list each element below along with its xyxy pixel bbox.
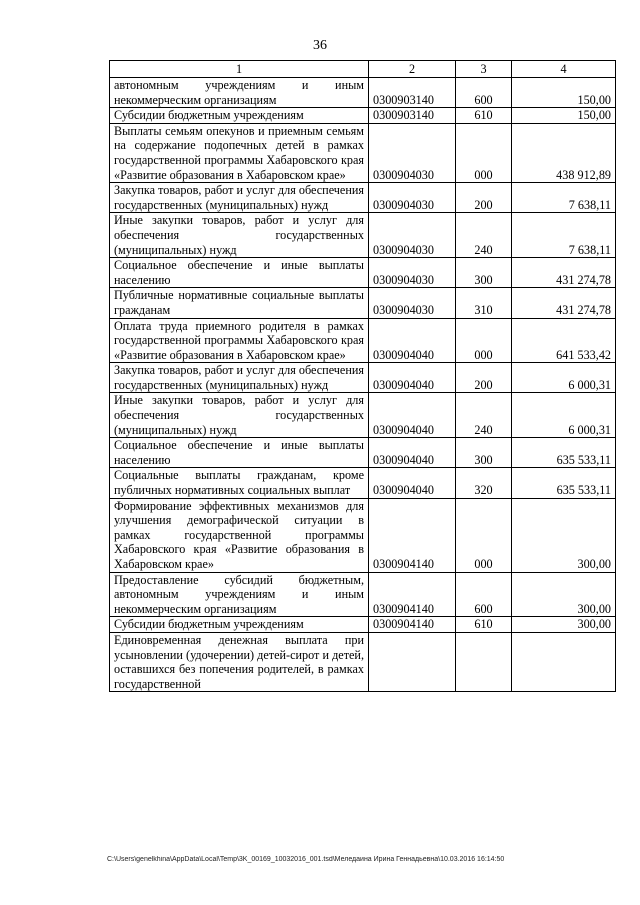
row-amount: 150,00	[512, 108, 616, 124]
row-expense-type: 240	[456, 213, 512, 258]
row-amount	[512, 632, 616, 691]
table-row	[110, 393, 616, 438]
row-expense-type: 000	[456, 318, 512, 363]
row-description: Социальное обеспечение и иные выплаты населению	[110, 438, 369, 468]
row-description: Субсидии бюджетным учреждениям	[110, 617, 369, 633]
row-amount: 641 533,42	[512, 318, 616, 363]
table-row	[110, 318, 616, 363]
row-expense-type: 300	[456, 258, 512, 288]
row-amount: 6 000,31	[512, 393, 616, 438]
row-target-code: 0300904040	[369, 393, 456, 438]
row-target-code	[369, 632, 456, 691]
table-row	[110, 258, 616, 288]
table-row	[110, 108, 616, 124]
row-amount: 7 638,11	[512, 213, 616, 258]
table-row	[110, 468, 616, 498]
row-target-code: 0300904040	[369, 363, 456, 393]
table-row	[110, 498, 616, 572]
row-expense-type: 600	[456, 78, 512, 108]
row-expense-type: 000	[456, 123, 512, 182]
row-target-code: 0300904040	[369, 468, 456, 498]
row-description: Выплаты семьям опекунов и приемным семьям на содержание подопечных детей в рамках государственной программы Хабаровского края «Развитие образования в Хабаровском крае»	[110, 123, 369, 182]
row-expense-type: 600	[456, 572, 512, 617]
row-target-code: 0300904030	[369, 183, 456, 213]
row-expense-type: 300	[456, 438, 512, 468]
row-target-code: 0300904030	[369, 258, 456, 288]
row-expense-type: 240	[456, 393, 512, 438]
column-header-4: 4	[512, 61, 616, 78]
row-target-code: 0300903140	[369, 108, 456, 124]
table-row	[110, 78, 616, 108]
row-amount: 431 274,78	[512, 258, 616, 288]
row-description: Предоставление субсидий бюджетным, автономным учреждениям и иным некоммерческим организациям	[110, 572, 369, 617]
row-description: Субсидии бюджетным учреждениям	[110, 108, 369, 124]
row-description: Формирование эффективных механизмов для улучшения демографической ситуации в рамках государственной программы Хабаровского края «Развитие образования в Хабаровском крае»	[110, 498, 369, 572]
row-target-code: 0300904140	[369, 498, 456, 572]
file-path-footer: C:\Users\genelkhina\AppData\Local\Temp\3K_00169_10032016_001.tsd\Меледаина Ирина Геннадьевна\10.03.2016 16:14:50	[107, 856, 505, 863]
row-description: Закупка товаров, работ и услуг для обеспечения государственных (муниципальных) нужд	[110, 363, 369, 393]
row-expense-type: 200	[456, 183, 512, 213]
row-amount: 6 000,31	[512, 363, 616, 393]
column-header-1: 1	[110, 61, 369, 78]
table-row	[110, 183, 616, 213]
row-target-code: 0300904040	[369, 438, 456, 468]
row-target-code: 0300903140	[369, 78, 456, 108]
page-number: 36	[313, 38, 327, 53]
row-target-code: 0300904140	[369, 617, 456, 633]
row-amount: 635 533,11	[512, 438, 616, 468]
column-header-3: 3	[456, 61, 512, 78]
row-description: Иные закупки товаров, работ и услуг для обеспечения государственных (муниципальных) нужд	[110, 213, 369, 258]
table-row	[110, 617, 616, 633]
row-description: Социальные выплаты гражданам, кроме публичных нормативных социальных выплат	[110, 468, 369, 498]
row-expense-type: 310	[456, 288, 512, 318]
row-amount: 431 274,78	[512, 288, 616, 318]
row-amount: 7 638,11	[512, 183, 616, 213]
row-description: Единовременная денежная выплата при усыновлении (удочерении) детей-сирот и детей, оставшихся без попечения родителей, в рамках государственной	[110, 632, 369, 691]
row-amount: 438 912,89	[512, 123, 616, 182]
column-header-2: 2	[369, 61, 456, 78]
row-description: автономным учреждениям и иным некоммерческим организациям	[110, 78, 369, 108]
row-target-code: 0300904040	[369, 318, 456, 363]
row-expense-type	[456, 632, 512, 691]
row-amount: 300,00	[512, 617, 616, 633]
row-target-code: 0300904140	[369, 572, 456, 617]
row-description: Публичные нормативные социальные выплаты гражданам	[110, 288, 369, 318]
table-row	[110, 123, 616, 182]
table-row	[110, 288, 616, 318]
row-description: Иные закупки товаров, работ и услуг для обеспечения государственных (муниципальных) нужд	[110, 393, 369, 438]
table-row	[110, 572, 616, 617]
row-target-code: 0300904030	[369, 213, 456, 258]
table-row	[110, 213, 616, 258]
row-expense-type: 320	[456, 468, 512, 498]
table-row	[110, 438, 616, 468]
row-description: Закупка товаров, работ и услуг для обеспечения государственных (муниципальных) нужд	[110, 183, 369, 213]
row-expense-type: 610	[456, 108, 512, 124]
row-expense-type: 610	[456, 617, 512, 633]
budget-table	[109, 60, 616, 692]
row-amount: 300,00	[512, 498, 616, 572]
row-expense-type: 000	[456, 498, 512, 572]
row-target-code: 0300904030	[369, 288, 456, 318]
row-description: Социальное обеспечение и иные выплаты населению	[110, 258, 369, 288]
header-row	[110, 61, 616, 78]
row-description: Оплата труда приемного родителя в рамках государственной программы Хабаровского края «Развитие образования в Хабаровском крае»	[110, 318, 369, 363]
table-row	[110, 632, 616, 691]
table-row	[110, 363, 616, 393]
row-amount: 150,00	[512, 78, 616, 108]
row-target-code: 0300904030	[369, 123, 456, 182]
row-amount: 635 533,11	[512, 468, 616, 498]
row-expense-type: 200	[456, 363, 512, 393]
row-amount: 300,00	[512, 572, 616, 617]
